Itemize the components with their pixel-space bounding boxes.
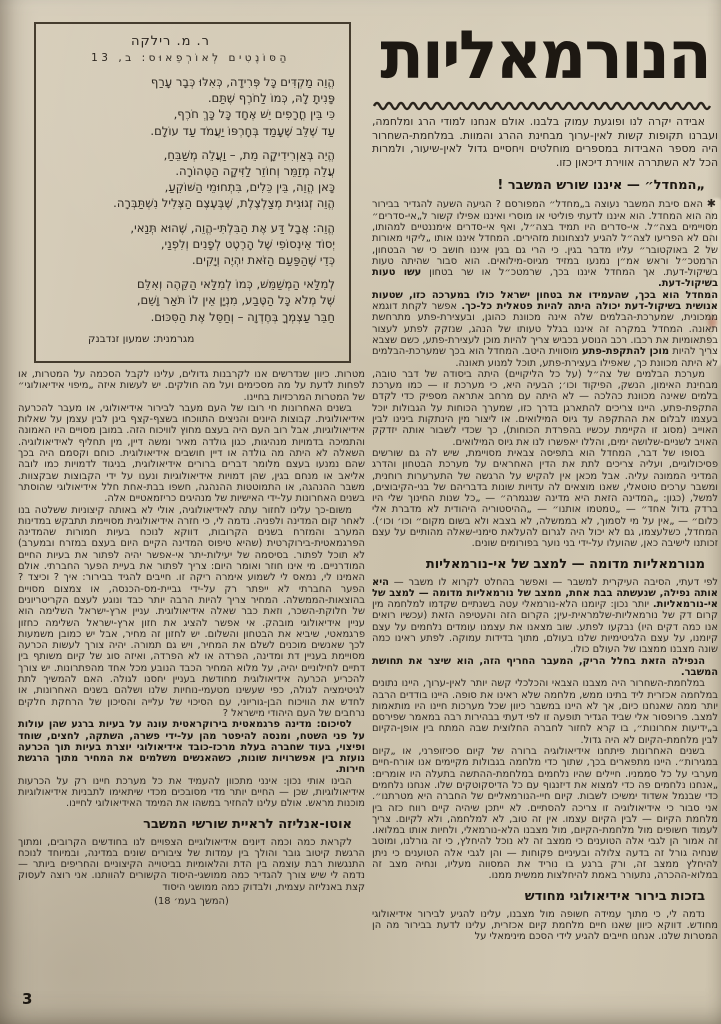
article-paragraph — [18, 719, 365, 775]
poem-title: הַסּוֹנֶטִים לְאוֹרְפֵאוּס: ב, 13 — [91, 52, 290, 64]
page-number: 3 — [22, 990, 33, 1008]
article-paragraph: במלחמת-השחרור היה מצבנו הצבאי והכלכלי קשה יותר לאין-ערוך, היינו נתונים במלחמה אכזרית ליד בתינו ממש, מלחמה שלא ראינו את סופה. היינו בודדים הרבה יותר ממה שאנחנו כיום, אך לא היינו במשבר כיוון שכל מערכות חיינו היו מותאמות למצב. פרופסור אלי שביד הגדיר תופעה זו לפי דעתי בבהירות רבה במאמר שפירסם ב„ידיעות אחרונות״, בו קרא לחזור לחברה החלוצית שבה המתח בין אופן-הקיום לבין מלחמת-הקיום לא היה גדול. — [372, 678, 718, 746]
poem-author: ר. מ. רילקה — [130, 34, 211, 49]
poem-translator-credit: מגרמנית: שמעון זנדבנק — [88, 332, 195, 345]
subhead-ideological-clarification: בזכות בירור אידיאולוגי מחודש — [524, 888, 705, 904]
poem-line: הֱיֵה בְּאַוְרִידִיקָה מֵת, – וַעֲלֵה מְשַׁבֵּחַ, — [163, 147, 335, 162]
wavy-rule — [372, 100, 718, 112]
article-paragraph — [372, 577, 718, 656]
article-paragraph — [372, 656, 718, 679]
article-paragraph: בשנים האחרונות פיתחנו אידיאולוגיה ברורה של קיום סכיזופרני, או „קיום במגירות״. היינו מתפארים בכך, שתוך כדי מלחמה בגבולות מקיימים אנו אורח-חיים מערבי על כל סממניו. חיילים שהיו נלחמים במלחמת-ההתשה בתעלה היו אומרים: „אנחנו נלחמים פה כדי למצוא את דיזנגוף עם כל הדיסקוטקים שלו. אנחנו נלחמים כדי שבנמל אשדוד ימשיכו לשבות. קיום חיי-הנורמאליים של החברה היא מטרתנו״. אני סבור כי אידיאולוגיה זו צריכה להסתיים. לא ייתכן שיהיה קיים רווח כזה בין מלחמת הקיום — לבין הקיום עצמו. אין זה טוב, לא למלחמה, ולא לקיום. צריך לעמוד חשופים מול מלחמת-הקיום, מול מצבנו הלא-נורמאלי, ולחיות אותו במלואו. זה אמור הן לגבי אלה הטוענים כי ממצב זה לא נוכל להיחלץ, כי זה גורלנו, ומוטב שנחיה גורל זה בדעה צלולה ובעיניים פקוחות — והן לגבי אלה הטוענים כי ניתן להיחלץ ממצב זה, ורק ברגע בו נוריד את המסווה מעליו, ונחיה מצב זה במלוא-ההכרה, נתעורר באמת להיחלצות ממשית ממנו. — [372, 746, 718, 882]
poem-line: כְּדֵי שֶׁהַפַּעַם הַזֹּאת יִהְיֶה וְיָקִים. — [191, 253, 335, 268]
paragraph-bold-text: מוכן להתקפת-פתע — [582, 346, 670, 358]
paragraph-text: אפשר לקחת דוגמא ממכונית, שמערכת-הבלמים שלה אינה מכוונת כהוגן, ובעצירת-פתע מתרחשת תאונה. המחדל במקרה זה איננו בגלל טעותו של הנהג, שנזקק לפתע לעצור בפתאומיות את רכבו. רכב הנוסע בכביש צריך להיות מוכן לעצירת-פתע, כשם שצבא צריך להיות — [372, 301, 718, 358]
poem-line: לְמִלַּאי הַמְשַׁמֵּשׁ, כְּמוֹ לְמִלַּאי הַקֵּהֶה וְאִלֵּם — [137, 277, 335, 292]
poem-stanza — [46, 74, 335, 139]
asterisk-star-icon: ✱ — [706, 197, 718, 211]
poem-line: כָּאן הֱוֵה, בֵּין כֵּלִים, בִּתְחוּמֵי הַשּׁוֹקֵעַ, — [164, 180, 335, 195]
poem-line: יְסוֹד אֵינְסוֹפִי שֶׁל הָרֶטֶט לְפָנִים וְלִפְנַי, — [160, 236, 335, 251]
paragraph-text: לפי דעתי, הסיבה העיקרית למשבר — ואפשר בהחלט לקרוא לו משבר — — [388, 576, 718, 588]
article-paragraph — [372, 198, 718, 289]
poem-stanza — [46, 147, 335, 212]
paragraph-bold-text: מדינה פרגמאטית בירוקראטית עונה על בעיות ברגע שהן עולות על פני השטח, ומנסה להיפטר מהן על-ידי פשרה, השתקה, לחצים, שוחד ופיצוי, בעוד שחברה בעלת מרכז-כובד אידיאולוגי יוצרת בעיות תוך הכרעה נועזת בין אפשרויות שונות, כשהאנשים משלמים את המחיר מתוך הרגשת חירות. — [18, 719, 365, 776]
paragraph-text: האם סיבת המשבר נעוצה ב„מחדל״ המפורסם ? הגיעה השעה להגדיר בבירור מה הוא המחדל. הוא איננו לדעתי פוליטי או מוסרי ואיננו אפילו קשור ל„אי-סדרים״ מסויימים בצה״ל. אי-סדרים היו תמיד בצה״ל, ואף אי-סדרים אימננטיים למהותו, והם לא הפריעו לצה״ל להגיע לנצחונות מזהירים. המחדל איננו אותו „ליקוי מאורות של 2 באוקטובר״ עליו מדבר בגין. כי הרי גם בגין איננו חושב כי שר הבטחון, הרמטכ״ל וראש אמ״ן נמנעו במזיד מגיוס-מילואים. הוא סבור שהיתה טעות בשיקול-דעת. אך המחדל איננו בכך, שרמטכ״ל או שר בטחון — [372, 199, 718, 279]
paragraph-text: יותר נכון: קיומנו הלא-נורמאלי עטה בשנתיים שקדמו למלחמה מין קרום דק של נורמאליות-שלמראית-עין; הקרום הזה והעטיפה הזאת (עכשיו רואים אנו כמה דקים היו) נבקעו לפתע. שוב מצאנו את עצמנו עומדים נלחמים על עצם קיומנו, על עצם הלגיטימיות שלנו בעולם, מתוך בדידות עמוקה. לפתע ראינו כמה שונה מצבנו ממצבו של העולם כולו. — [372, 599, 718, 656]
article-paragraph: נדמה לי, כי מתוך עמידה חשופה מול מצבנו, עלינו להגיע לבירור אידיאולוגי מחודש. דווקא כיוון שאנו חיים מלחמת קיום אכזרית, עלינו לדעת בבירור מה הן המטרות שלנו. אנחנו חייבים להגיע לידי הסכם מינימאלי על — [372, 908, 718, 943]
poem-line: חַבֵּר עַצְמְךָ בְּחֶדְוָה – וְחַסֵּל אֶת הַסִּכּוּם. — [150, 309, 335, 324]
poem-stanza — [46, 276, 335, 325]
article-column-right — [372, 115, 718, 1020]
poem-line: עַד שֶׁלֵּב שֶׁעָמַד בְּחָרְפּוֹ יַעֲמֹד עַד עוֹלָם. — [150, 123, 335, 138]
poem-box — [34, 22, 351, 363]
page-title: הנורמאליות — [380, 17, 710, 95]
article-paragraph: לקראת כמה וכמה דיונים אידיאולוגיים הצפויים לנו בחודשים הקרובים, ומתוך הרגשת קיטוב גובר והולך בין עמדות של ציבורים שונים במדינה, ובמיוחד לנוכח התנגשות רבת עוצמה בין הדת והלאומיות בביטוייה הקיצוניים והחריפים ביותר — נדמה לי שיש צורך להגדיר כמה ממושגי-היסוד הקשורים להוותנו. אני רוצה לעסוק קצת באנליזה עצמית, ולבדוק כמה ממושגי היסוד — [18, 836, 365, 893]
continued-on-page-note: (המשך בעמ׳ 18) — [154, 896, 229, 908]
summary-label: לסיכום: — [311, 719, 352, 731]
poem-line: הֱוֵה מַקְדִּים כָּל פְּרִידָה, כְּאִלּוּ כְּבָר עָרַף — [150, 75, 335, 89]
subhead-hamechdal: „המחדל״ — איננו שורש המשבר ! — [497, 178, 705, 194]
article-paragraph: מערכת הבלמים של צה״ל (על כל הליקויים) היתה ביסודה של דבר טובה, מבחינת האימון, הנשק, הפיקוד וכו׳; הבעיה היא, כי מערכת זו — כמו מערכת בלמים שאינה מכוונת כהלכה — לא היתה עם מרחב אתראה מספיק כדי לקדם התקפת-פתע. היינו צריכים להתארגן בדרך כזו, שמערך הכוחות על הגבולות יוכל בעצמו לבלום את ההתקפה עד גיוס המילואים. או ליצור מין הינתקות בינינו לבין האוייב (מסוג זו הקיימת עכשיו בהפרדת הכוחות), כך שכדי לשבור אותה יזדקק האויב לשניים-שלושה ימים, והללו יאפשרו לנו את גיוס המילואים. — [372, 368, 718, 448]
paragraph-bold-text: היא אותה נפילה, שנעשתה בבת אחת, ממצב של נורמאליות מדומה — למצב של אי-נורמאליות. — [372, 576, 718, 611]
poem-line: הֱוֵה זְגוּגִית מְצַלְצֶלֶת, שֶׁבְּעֶצֶם הַצְּלִיל נִשְׁתַּבְּרָה. — [113, 196, 335, 211]
subhead-auto-analysis: אוטו-אנליזה לראיית שורשי המשבר — [143, 816, 352, 832]
paragraph-bold-text: הנפילה הזאת בחלל הריק, המעבר החריף הזה, הוא שיצר את תחושת המשבר. — [372, 655, 718, 678]
paragraph-bold-text: עשו טעות בשיקול-דעת. — [372, 267, 718, 290]
article-intro: אבידה יקרה לנו ופוגעת עמוק בלבנו. אולם אנחנו למודי הרג ומלחמה, ועברנו תקופות קשות לאין-ערוך מבחינת ההרג והמוות. במלחמת-השחרור היה מספר האבידות במספרים מוחלטים ויחסיים גדול לאין-שיעור, ולמרות הכל לא השתררה אווירת דיכאון כזו. — [372, 115, 718, 169]
article-paragraph: מטרות. כיוון שנדרשים אנו לקרבנות גדולים, עלינו לקבל הסכמה על המטרות, או לפחות לדעת על מה מסכימים ועל מה חולקים. יש לעשות איזה „מיפוי אידיאולוגי״ של המטרות המרכזיות בחיינו. — [18, 369, 365, 403]
paragraph-bold-text: המחדל הוא בכך, שהעמידו את בטחון ישראל כולו במערכה כזו, שטעות אנושית בשיקול-דעת יכולה היתה להיות פטאלית כל-כך. — [372, 289, 718, 313]
poem-stanza — [46, 220, 335, 269]
poem-line: פָּנִיתָ לָהּ, כְּמוֹ לַחֹרֶף שֶׁתַּם. — [207, 91, 335, 106]
article-paragraph: משום-כך עלינו לחזור עתה לאידיאולוגיה, אולי לא באותה קיצוניות ששלטה בנו לאחר קום המדינה ולפניה. נדמה לי, כי חזרה אידיאולוגית מסויימת תתבקש במדינות המערב והמזרח בשנים הקרובות, דווקא לנוכח בעיות חמורות שהמדינה הפרגמאטית-בירוקרטית (שהיא טיפוס המדינה הקיים היום בעצם במזרח ובמערב) לא תוכל לפתור. בסיסמה של יעילות-יתר אי-אפשר יהיה לפתור את בעיות החיים המודרניים. מי אינו חוזר ואומר היום: צריך לפתור את בעיית הפער החברתי. אולם האמינו לי, נמאס לי לשמוע אימרה ריקה זו. חייבים להגיד בבירור: איך ? וכיצד ? הפער החברתי לא ייפתר רק על-ידי גביית-מס-הכנסה, או צמצום מסויים בהוצאות-הממשלה. המחיר צריך להיות הרבה יותר כבד ונוגע לעצם הקריטריונים של חלוקת-השכר, וזאת כבר שאלה אידיאולוגית. עניין ארץ-ישראל השלימה הוא עניין אידיאולוגי מובהק. אי אפשר להציג את חזון ארץ-ישראל השלימה כחזון פרגמאטי, שיביא את הבטחון והשלום. יש לחזון זה מחיר, אבל יש כמובן משמעות לכך שאנשים מוכנים לשלם את המחיר, ויש גם תמורה. יהיה צורך לעשות הכרעה מסויימת בעניין דת ומדינה, הפרדה או לא הפרדה, ואיזה סוג של קיום משותף בין דתיים לחילוניים יהיה, על מלוא המחיר הכבד הנובע מכל אחד מהפתרונות. יש צורך להכריע הכרעה אידיאולוגית מחודשת בעניין יחסנו לגולה. האם להמשיך לתת לגיטימציה לגולה, כפי שעשינו מטעמי-נוחיות שלנו ושלהם בשנים האחרונות, או לחדש את הוויכוח הבן-גוריוני, עם הסיכוי של עלייה והסיכון של הרחקת חלקים נרחבים של העם היהודי מישראל ? — [18, 504, 365, 719]
poem-line: עֲלֵה מְזַמֵּר וְחוֹזֵר לַזִּיקָה הַטְּהוֹרָה. — [175, 164, 335, 179]
paragraph-text: מוסווית היטב. המחדל הוא בכך שמערכת-הבלמים לא היתה מכוונת כך, שאפילו בעצירת-פתע, תוכל למנוע תאונה. — [372, 346, 718, 369]
article-paragraph — [372, 290, 718, 369]
article-column-left — [18, 369, 365, 1005]
article-paragraph: בשנים האחרונות חי רובו של העם מעבר לבירור אידיאולוגי, או מעבר להכרעה אידיאולוגית. קבוצות היונים והניצים התווכחו בשצף-קצף בינן לבין עצמן על שאלות אידיאולוגיות, אבל רוב העם היה בעצם מחוץ לוויכוח הזה. במובן מסויים היו האמונה והתמיכה בדמויות מנהיגות, כגון גולדה מאיר ומשה דיין, מין תחליף לאידיאולוגיה. השאלה לא היתה מה גולדה או דיין חושבים אידיאולוגית. כוחם וקסמם היה בכך שהם נמנעו בעצם מלומר דברים ברורים אידיאולוגית, בניגוד לדמויות כמו לובה אליאב או מנחם בגין, שהן דמויות אידיאולוגיות ונענו על ידי הקבוצות שבקצוות. משבר ההנהגה, או התמוטטות ההנהגה, חשפו בבת-אחת חלל אידיאולוגי שהוסתר בשנים האחרונות על-ידי האישיות של מנהיגים כריזמאטיים אלה. — [18, 402, 365, 505]
poem-line: שֶׁל מְלֹא כָּל הַטֶּבַע, מִנְיָן אֵין לוֹ תֹּאַר וָשֵׁם, — [136, 293, 335, 308]
article-paragraph: בסופו של דבר, המחדל הוא בתפיסה צבאית מסויימת, שיש לה גם שורשים פסיכולוגיים, ועליה צריכים לתת את הדין האחראים על מערכת הבטחון והדרג המדיני הממונה עליה. אבל מכאן אין להקיש על הרגשה של התערערות רוחנית, ומשבר ערכים טוטאלי, שאנו מוצאים לה עדויות שונות בדבריהם של בני-הקיבוצים, למשל, (כגון: „המדינה הזאת היא מדינה שנגמרה״ — „כל שנות החינוך שלי היו ברדק גדול אחד״ — „טמטמו אותנו״ — „ההיסטוריה היהודית לא מדברת אלי כלום״ — „אין על מי לסמוך, לא בממשלה, לא בצבא ולא בשום מקום״ וכו׳ וכו׳). המחדל, כשלעצמו, גם לא יכול היה לגרום להעלאת סימני-שאלה מהותיים על עצם זכותנו לישיבה כאן, שהועלו על-ידי בני נוער בפורומים שונים. — [372, 447, 718, 550]
poem-line: הֱוֵה: אֲבָל דַּע אֶת הַבִּלְתִּי-הֱוֵה, שֶׁהוּא תְּנַאי, — [130, 220, 335, 235]
poem-line: כִּי בֵּין חֳרָפִים יֵשׁ אֶחָד כָּל כָּךְ חֹרֶף, — [173, 107, 335, 122]
subhead-normality: מנורמאליות מדומה — למצב של אי-נורמאליות — [425, 556, 705, 572]
article-paragraph: הבינו אותי נכון: אינני מתכוון להעמיד את כל מערכת חיינו רק על הכרעות אידיאולוגיות, שכן — החיים יותר מדי מסובכים מכדי שיתאימו לתבניות אידיאולוגיות מוכנות מראש. אולם עלינו להחזיר במשהו את המימד האידיאולוגי לחיינו. — [18, 775, 365, 810]
